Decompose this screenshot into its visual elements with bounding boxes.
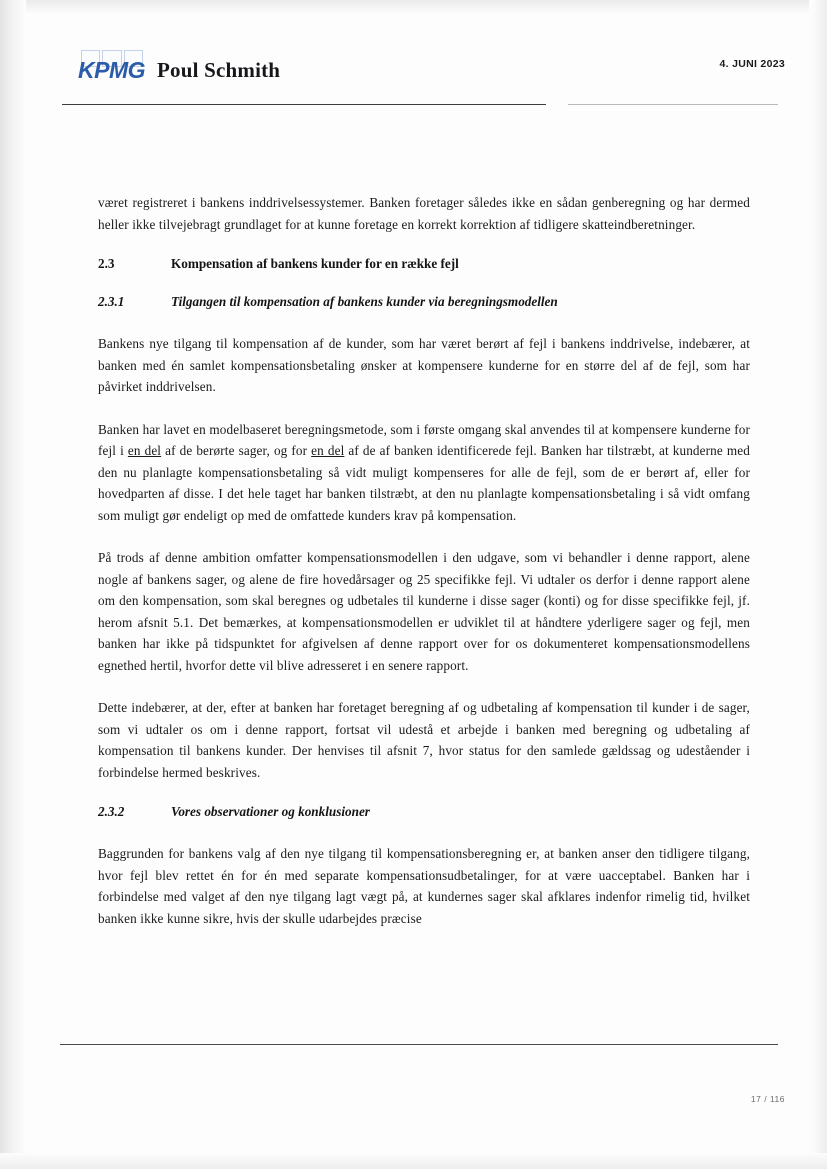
section-title: Kompensation af bankens kunder for en række fejl [171,256,459,271]
header-rule-right [568,104,778,105]
page-number: 17 / 116 [750,1094,785,1104]
header-rule-left [62,104,546,105]
paragraph-kompensationsmodellen: På trods af denne ambition omfatter kompensationsmodellen i den udgave, som vi behandler i denne rapport, alene nogle af bankens sager, og alene de fire hovedårsager og 25 specifikke fejl. Vi udtaler os derfor i denne rapport alene om den kompensation, som skal beregnes og udbetales til kunderne i disse sager (konti) og for disse specifikke fejl, jf. herom afsnit 5.1. Det bemærkes, at kompensationsmodellen er udviklet til at håndtere yderligere sager og fejl, men banken har ikke på tidspunktet for afgivelsen af denne rapport over for os dokumenteret kompensationsmodellens egnethed hertil, hvorfor dette vil blive adresseret i en senere rapport. [98,550,750,673]
scan-edge-right [809,0,827,1169]
paragraph-text-segment: af de berørte sager, og for [161,443,312,458]
section-heading-2-3 [98,256,750,272]
page-header [0,0,827,112]
header-date: 4. JUNI 2023 [719,58,785,70]
underlined-phrase-en-del-2: en del [311,443,345,458]
section-number: 2.3 [98,256,115,271]
kpmg-logo-text: KPMG [78,57,145,83]
scan-edge-left [0,0,26,1169]
section-title: Tilgangen til kompensation af bankens kunder via beregningsmodellen [171,294,558,309]
paragraph-ny-tilgang: Bankens nye tilgang til kompensation af de kunder, som har været berørt af fejl i bankens inddrivelse, indebærer, at banken med én samlet kompensationsbetaling ønsker at kompensere kunderne for en større del af de fejl, som har påvirket inddrivelsen. [98,336,750,394]
paragraph-text-segment: af de af banken identificerede fejl. Banken har tilstræbt, at kunderne med den nu planlagte kompensationsbetaling så vidt muligt kompenseres for alle de fejl, som de er berørt af, eller for hovedparten af disse. I det hele taget har banken tilstræbt, at den nu planlagte kompensationsbetaling i så vidt omfang som muligt gør endeligt op med de omfattede kunders krav på kompensation. [98,443,750,523]
underlined-phrase-en-del-1: en del [127,443,162,458]
paragraph-beregningsmetode [98,419,750,527]
scan-edge-bottom [0,1153,827,1169]
section-number: 2.3.1 [98,294,125,309]
section-heading-2-3-2 [98,804,750,820]
section-title: Vores observationer og konklusioner [171,804,370,819]
paragraph-continuation: været registreret i bankens inddrivelsessystemer. Banken foretager således ikke en sådan genberegning og har dermed heller ikke tilvejebragt grundlaget for at kunne foretage en korrekt korrektion af tidligere skatteindberetninger. [98,195,750,232]
paragraph-dette-indebaerer: Dette indebærer, at der, efter at banken har foretaget beregning af og udbetaling af kompensation til kunder i de sager, som vi udtaler os om i denne rapport, fortsat vil udestå et arbejde i banken med beregning og udbetaling af kompensation til bankens kunder. Der henvises til afsnit 7, hvor status for den samlede gældssag og udeståender i forbindelse hermed beskrives. [98,700,750,780]
paragraph-baggrunden: Baggrunden for bankens valg af den nye tilgang til kompensationsberegning er, at banken anser den tidligere tilgang, hvor fejl blev rettet én for én med separate kompensationsudbetalinger, for at være uacceptabel. Banken har i forbindelse med valget af den nye tilgang lagt vægt på, at kundernes sager skal afklares indenfor rimelig tid, hvilket banken ikke kunne sikre, hvis der skulle udarbejdes præcise [98,846,750,926]
brand-title: Poul Schmith [157,58,281,82]
kpmg-logo [78,50,150,90]
paragraph-text-segment: Banken har lavet en modelbaseret beregningsmetode, som i første omgang skal anvendes til at kompensere kunderne for fejl i [98,421,750,458]
section-number: 2.3.2 [98,804,125,819]
section-heading-2-3-1 [98,294,750,310]
footer-rule [60,1044,778,1045]
document-body [98,192,750,929]
